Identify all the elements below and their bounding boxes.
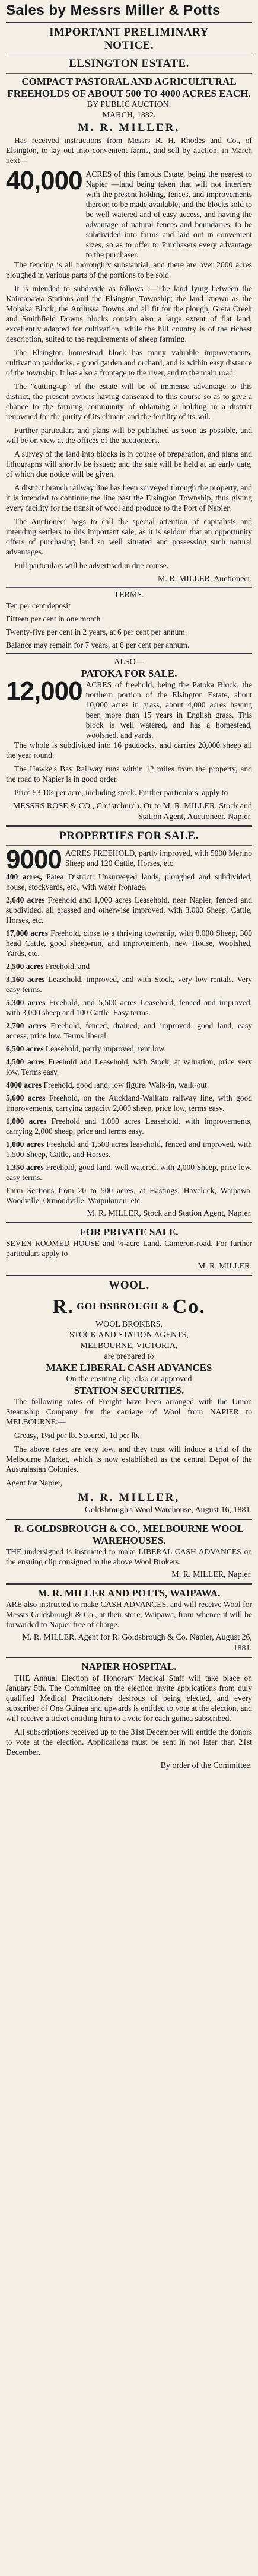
property-item — [6, 1116, 252, 1136]
notice-paragraph: Further particulars and plans will be published as soon as possible, and will be on view at the offices of the auctioneers. — [6, 426, 252, 445]
divider — [6, 653, 252, 654]
hospital-text: THE Annual Election of Honorary Medical Staff will take place on January 5th. The Committee on the election invite applications from duly qualified Medical Practitioners desirous of being elected, and every subscriber of One Guinea and upwards is entitled to vote at the election, and will receive a ticket entitling him to a vote for each guinea subscribed. — [6, 1673, 252, 1723]
divider — [6, 1222, 252, 1223]
waipawa-text: ARE also instructed to make CASH ADVANCES, and will receive Wool for Messrs Goldsbrough & Co., at their store, Waipawa, from whence it will be forwarded to Napier free of charge. — [6, 1600, 252, 1629]
property-text: Leasehold, partly improved, rent low. — [45, 1044, 166, 1053]
property-text: Patea District. Unsurveyed lands, ploughed and subdivided, house, stockyards, etc., with water frontage. — [6, 872, 252, 891]
property-text: Freehold and 1,500 acres leasehold, fenced and improved, with 1,500 Sheep, Cattle, and Horses. — [6, 1140, 253, 1159]
patoka-acreage — [6, 677, 252, 740]
intro-text: Has received instructions from Messrs R. H. Rhodes and Co., of Elsington, to lay out into convenient farms, and sell by auction, in March next— — [6, 136, 252, 165]
divider — [6, 1657, 252, 1658]
patoka-price: Price £3 10s per acre, including stock. Further particulars, apply to — [14, 788, 228, 797]
hospital-section — [6, 1661, 252, 1771]
terms-line: Ten per cent deposit — [6, 601, 71, 610]
melbourne-header: R. GOLDSBROUGH & CO., MELBOURNE WOOL WAREHOUSES. — [14, 1523, 244, 1546]
notice-paragraph: The "cutting-up" of the estate will be of immense advantage to this district, the present owners having consented to this course so as to give a chance to the farming community of obtaining a holding in a district renowned for the purity of its climate and the fertility of its soil. — [6, 382, 252, 421]
notice-title-1: IMPORTANT PRELIMINARY — [49, 26, 209, 39]
property-item — [6, 872, 252, 892]
melbourne-section — [6, 1523, 252, 1580]
terms-header: TERMS. — [114, 591, 144, 600]
estate-subtitle: COMPACT PASTORAL AND AGRICULTURAL FREEHOLDS OF ABOUT 500 TO 4000 ACRES EACH. — [7, 76, 251, 99]
hospital-header: NAPIER HOSPITAL. — [81, 1661, 177, 1672]
melbourne-text: THE undersigned is instructed to make LIBERAL CASH ADVANCES on the ensuing clip consigned to the above Wool Brokers. — [6, 1547, 252, 1566]
property-text: Freehold, fenced, drained, and improved, good land, easy access, price low. Terms liberal. — [6, 1021, 253, 1040]
goldsbrough-logo — [6, 1296, 252, 1318]
property-amount: 2,700 acres — [6, 1021, 46, 1030]
divider — [6, 587, 252, 588]
notice-paragraph: The Elsington homestead block has many valuable improvements, cultivation paddocks, a good garden and orchard, and is within easy distance of the township. It has also a frontage to the river, and to the main road. — [6, 348, 252, 377]
masthead: Sales by Messrs Miller & Potts — [6, 2, 221, 18]
acreage-block — [6, 166, 252, 260]
property-amount: 4000 acres — [6, 1080, 42, 1089]
properties-signature: M. R. MILLER, Stock and Station Agent, Napier. — [87, 1209, 252, 1218]
terms-section — [6, 590, 252, 650]
wool-paragraph: The above rates are very low, and they trust will induce a trial of the Melbourne Market, which is now established as the central Depot of the Australasian Colonies. — [6, 1445, 252, 1474]
notice-paragraph: A survey of the land into blocks is in course of preparation, and plans and lithographs will shortly be issued; and the sale will be held at an early date, of which due notice will be given. — [6, 449, 252, 479]
private-sale-section — [6, 1226, 252, 1272]
private-sale-signature: M. R. MILLER. — [198, 1262, 252, 1271]
wool-line: STOCK AND STATION AGENTS, — [69, 1331, 189, 1340]
private-sale-text: SEVEN ROOMED HOUSE and ½-acre Land, Cameron-road. For further particulars apply to — [6, 1239, 252, 1258]
property-item — [6, 1021, 252, 1041]
divider — [6, 73, 252, 74]
property-text: Freehold and 1,000 acres Leasehold, near Napier, fenced and subdivided, all grassed and otherwise improved, with 3,000 Sheep, Cattle, Horses, etc. — [6, 895, 252, 924]
wool-header: WOOL. — [109, 1279, 149, 1292]
also-header: ALSO— — [114, 658, 144, 667]
property-amount: 2,640 acres — [6, 895, 45, 904]
notice-section — [6, 26, 252, 585]
property-amount: 1,000 acres — [6, 1117, 47, 1126]
wool-line: are prepared to — [104, 1352, 154, 1361]
patoka-text: ACRES of freehold, being the Patoka Block, the northern portion of the Elsington Estate, about 10,000 acres in grass, about 4,000 acres having been more than 15 years in English grass. This block is well watered, and has a homestead, woolshed, and yards. — [85, 680, 252, 739]
notice-closing: Full particulars will be advertised in due course. — [14, 561, 169, 570]
properties-header: PROPERTIES FOR SALE. — [59, 830, 199, 842]
property-text: Freehold and 1,000 acres Leasehold, with improvements, carrying 2,000 sheep, price and terms easy. — [6, 1117, 252, 1136]
by-auction: BY PUBLIC AUCTION. — [87, 100, 171, 109]
waipawa-signature: M. R. MILLER, Agent for R. Goldsbrough & Co. Napier, August 26, 1881. — [22, 1633, 252, 1653]
waipawa-section — [6, 1587, 252, 1654]
patoka-paragraph: The Hawke's Bay Railway runs within 12 miles from the property, and the road to Napier is in good order. — [6, 764, 252, 783]
property-amount: 3,160 acres — [6, 975, 45, 984]
hospital-signature: By order of the Committee. — [160, 1761, 252, 1770]
notice-paragraph: The fencing is all thoroughly substantial, and there are over 2000 acres ploughed in various parts of the portions to be sold. — [6, 260, 252, 279]
auctioneer-name: M. R. MILLER, — [78, 122, 180, 134]
estate-title: ELSINGTON ESTATE. — [69, 58, 189, 70]
patoka-title: PATOKA FOR SALE. — [81, 668, 177, 679]
patoka-section — [6, 657, 252, 822]
property-item — [6, 895, 252, 925]
logo-right: Co. — [172, 1296, 206, 1318]
wool-rates: Greasy, 1½d per lb. Scoured, 1d per lb. — [14, 1431, 140, 1440]
divider — [6, 1583, 252, 1585]
wool-paragraph: The following rates of Freight have been arranged with the Union Steamship Company for the carriage of Wool from NAPIER to MELBOURNE:— — [6, 1397, 252, 1426]
wool-securities: STATION SECURITIES. — [74, 1385, 184, 1396]
private-sale-header: FOR PRIVATE SALE. — [79, 1226, 179, 1238]
notice-signature: M. R. MILLER, Auctioneer. — [157, 575, 252, 584]
property-text: Freehold, on the Auckland-Waikato railway line, with good improvements, carrying capacity 2,000 sheep, price low, terms easy. — [6, 1093, 253, 1112]
property-amount: 1,350 acres — [6, 1163, 44, 1172]
logo-mid: GOLDSBROUGH & — [77, 1302, 170, 1312]
notice-title-2: NOTICE. — [104, 39, 154, 52]
property-item — [6, 928, 252, 958]
wool-line: MELBOURNE, VICTORIA, — [80, 1341, 178, 1350]
property-amount: 5,300 acres — [6, 998, 46, 1007]
property-text: Leasehold, improved, and with Stock, very low rentals. Very easy terms. — [6, 975, 252, 994]
wool-agent-address: Goldsbrough's Wool Warehouse, August 16, 1881. — [84, 1506, 252, 1515]
property-amount: 2,500 acres — [6, 962, 44, 971]
divider — [6, 1519, 252, 1520]
wool-agent-intro: Agent for Napier, — [6, 1478, 63, 1487]
wool-section — [6, 1279, 252, 1516]
property-item — [6, 1139, 252, 1159]
properties-number: 9000 — [6, 845, 62, 874]
patoka-paragraph: The whole is subdivided into 16 paddocks, and carries 20,000 sheep all the year round. — [6, 741, 252, 760]
melbourne-signature: M. R. MILLER, Napier. — [171, 1570, 252, 1579]
patoka-agents: MESSRS ROSE & CO., Christchurch. Or to M. R. MILLER, Stock and Station Agent, Auctioneer, Napier. — [12, 802, 252, 821]
terms-line: Fifteen per cent in one month — [6, 614, 101, 623]
wool-line: WOOL BROKERS, — [95, 1320, 163, 1329]
property-amount: 5,600 acres — [6, 1093, 46, 1102]
properties-text: ACRES FREEHOLD, partly improved, with 5000 Merino Sheep and 120 Cattle, Horses, etc. — [65, 849, 252, 868]
property-item — [6, 974, 252, 994]
property-item — [6, 1080, 252, 1090]
property-amount: 6,500 acres — [6, 1044, 44, 1053]
acreage-number: 40,000 — [6, 166, 82, 195]
property-item — [6, 961, 252, 971]
properties-acreage — [6, 845, 252, 874]
divider — [6, 1275, 252, 1276]
hospital-note: All subscriptions received up to the 31st December will entitle the donors to vote at the election. Applications must be sent in not later than 21st December. — [6, 1727, 252, 1756]
property-amount: 400 acres, — [6, 872, 42, 881]
divider — [6, 22, 252, 23]
notice-paragraph: It is intended to subdivide as follows :—The land lying between the Kaimanawa Stations and the Elsington Township; the land known as the Mohaka Block; the Ardlussa Downs and all fit for the plough, Greta Creek and Smithfield Downs blocks contain also a large extent of flat land, excellently adapted for cultivation, while the hill country is of the richest description, suited to the requirements of sheep farming. — [6, 284, 252, 343]
terms-line: Twenty-five per cent in 2 years, at 6 per cent per annum. — [6, 627, 187, 636]
property-amount: 1,000 acres — [6, 1140, 44, 1149]
property-text: Freehold, and 5,500 acres Leasehold, fenced and improved, with 3,000 sheep and 100 Cattle. Easy terms. — [6, 998, 252, 1017]
property-text: Freehold, good land, well watered, with 2,000 Sheep, price low, easy terms. — [6, 1163, 253, 1182]
waipawa-header: M. R. MILLER AND POTTS, WAIPAWA. — [37, 1587, 221, 1599]
acreage-text: ACRES of this famous Estate, being the nearest to Napier —land being taken that will not interfere with the present holding, fences, and improvements thereon to be made available, and the blocks sold to be well watered and of easy access, and having the advantage of natural fences and boundaries, to be subdivided into farms and laid out in convenient sizes, so as to offer to Purchasers every advantage to the purchaser. — [85, 170, 252, 259]
divider — [6, 825, 252, 827]
patoka-number: 12,000 — [6, 677, 82, 706]
property-text: Freehold, close to a thriving township, with 8,000 Sheep, 300 head Cattle, good sheep-run, and improvements, new House, Woolshed, Yards, etc. — [6, 929, 253, 958]
wool-line: On the ensuing clip, also on approved — [66, 1375, 192, 1383]
property-text: Freehold, good land, low figure. Walk-in, walk-out. — [43, 1080, 209, 1089]
farm-sections: Farm Sections from 20 to 500 acres, at Hastings, Havelock, Waipawa, Woodville, Ormondville, Waipukurau, etc. — [6, 1186, 252, 1205]
notice-paragraph: The Auctioneer begs to call the special attention of capitalists and intending settlers to this important sale, as it is seldom that an opportunity offers of purchasing land so well situated and possessing such natural advantages. — [6, 517, 252, 556]
property-item — [6, 1162, 252, 1182]
property-amount: 4,500 acres — [6, 1057, 45, 1066]
property-list — [6, 872, 252, 1182]
property-item — [6, 1044, 252, 1054]
property-item — [6, 997, 252, 1018]
properties-section — [6, 830, 252, 1219]
property-item — [6, 1093, 252, 1113]
wool-agent: M. R. MILLER, — [78, 1491, 180, 1504]
property-text: Freehold and Leasehold, with Stock, at valuation, price very low. Terms easy. — [6, 1057, 252, 1076]
notice-body — [6, 260, 252, 570]
property-text: Freehold, and — [45, 962, 90, 971]
property-item — [6, 1057, 252, 1077]
property-amount: 17,000 acres — [6, 929, 49, 938]
auction-date: MARCH, 1882. — [102, 111, 156, 120]
terms-line: Balance may remain for 7 years, at 6 per cent per annum. — [6, 640, 190, 649]
notice-paragraph: A district branch railway line has been surveyed through the property, and it is intended to continue the line past the Elsington Township, thus giving every facility for the transit of wool and produce to the Port of Napier. — [6, 483, 252, 512]
logo-left: R. — [52, 1296, 75, 1318]
wool-advances: MAKE LIBERAL CASH ADVANCES — [46, 1362, 212, 1373]
